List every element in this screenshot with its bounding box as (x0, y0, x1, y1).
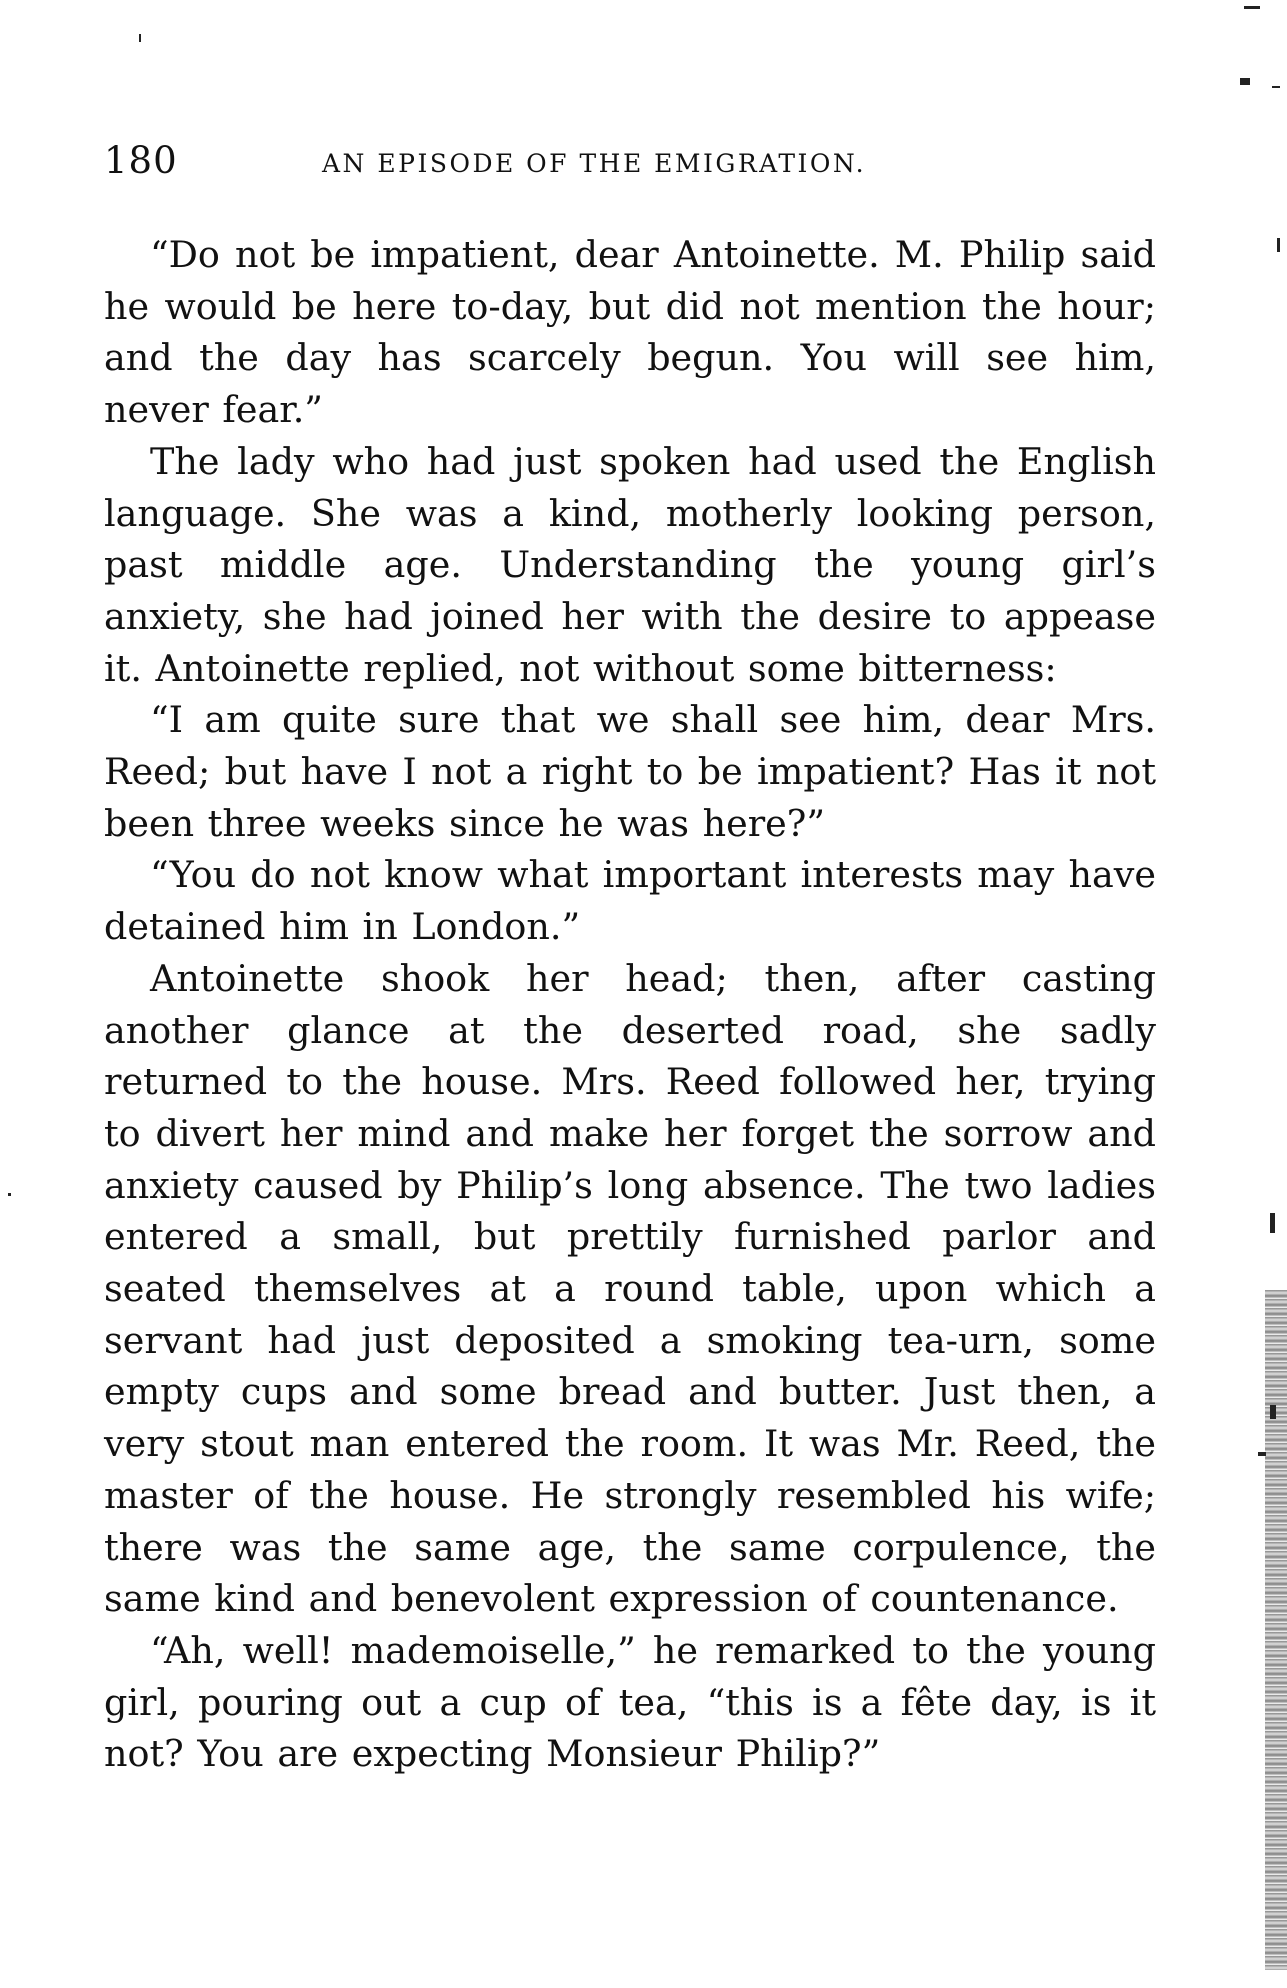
page-number: 180 (104, 139, 178, 182)
body-text (104, 229, 1156, 1780)
scan-speck (1277, 238, 1280, 252)
paragraph: “Ah, well! mademoiselle,” he remarked to the young girl, pouring out a cup of tea, “this is a fête day, is it not? You are expecting Monsieur Philip?” (104, 1628, 1156, 1776)
paragraph: Antoinette shook her head; then, after casting another glance at the deserted road, she sadly returned to the house. Mrs. Reed followed her, trying to divert her mind and make her forget the sorrow and anxiety caused by Philip’s long absence. The two ladies entered a small, but prettily furnished parlor and seated themselves at a round table, upon which a servant had just deposited a smoking tea-urn, some empty cups and some bread and butter. Just then, a very stout man entered the room. It was Mr. Reed, the master of the house. He strongly resembled his wife; there was the same age, the same corpulence, the same kind and benevolent expression of countenance. (104, 956, 1156, 1621)
paragraph: “Do not be impatient, dear Antoinette. M. Philip said he would be here to-day, but did not mention the hour; and the day has scarcely begun. You will see him, never fear.” (104, 233, 1156, 432)
page-edge-shadow (1265, 1290, 1287, 1970)
scan-speck (1272, 86, 1280, 88)
paragraph: The lady who had just spoken had used the English language. She was a kind, motherly looking person, past middle age. Understanding the young girl’s anxiety, she had joined her with the desire to appease it. Antoinette replied, not without some bitterness: (104, 439, 1156, 690)
running-title: AN EPISODE OF THE EMIGRATION. (322, 149, 867, 178)
scan-speck (1244, 6, 1260, 9)
paragraph: “I am quite sure that we shall see him, dear Mrs. Reed; but have I not a right to be impatient? Has it not been three weeks since he was here?” (104, 698, 1156, 845)
scan-speck (8, 1193, 11, 1196)
paragraph: “You do not know what important interests may have detained him in London.” (104, 853, 1156, 949)
page-header (104, 136, 1164, 186)
scan-speck (1270, 1213, 1275, 1233)
scan-speck (1240, 78, 1250, 85)
scan-speck (139, 34, 141, 42)
